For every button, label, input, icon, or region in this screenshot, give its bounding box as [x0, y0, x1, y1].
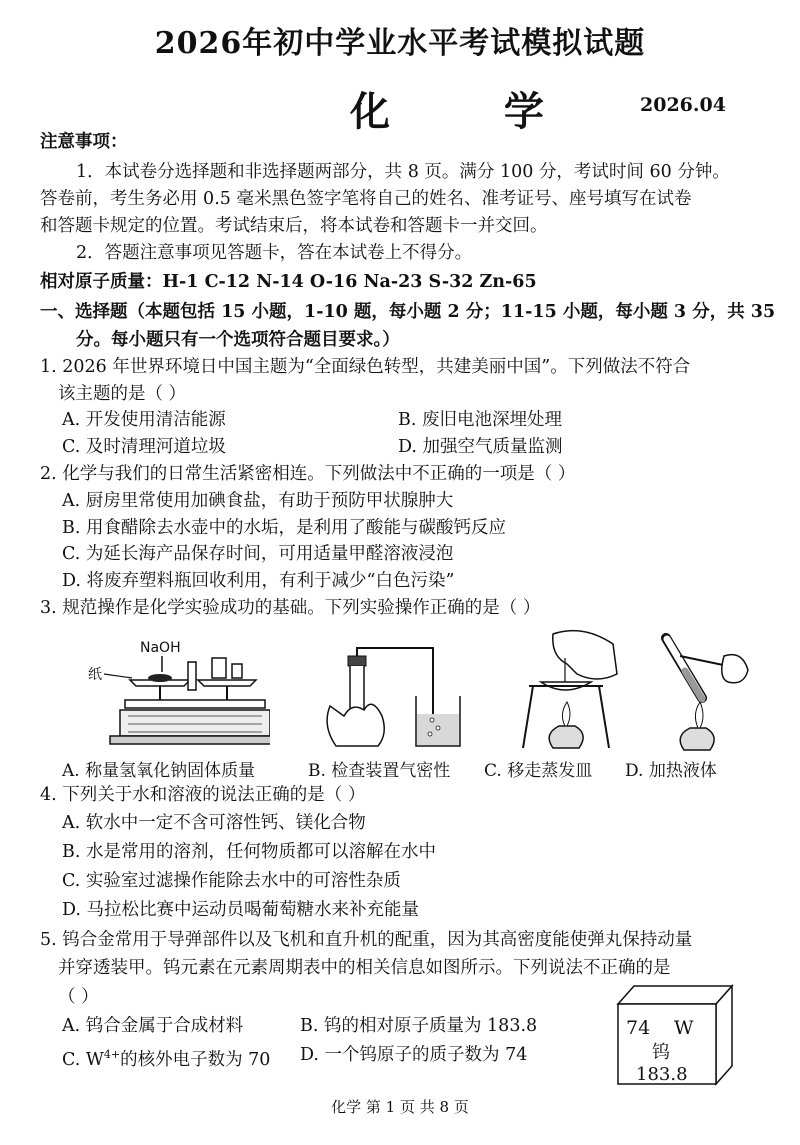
element-symbol: W [674, 1017, 694, 1039]
section-heading-2: 分。每小题只有一个选项符合题目要求。） [76, 330, 400, 350]
q4-option-a: A. 软水中一定不含可溶性钙、镁化合物 [62, 813, 366, 833]
q3-option-b: B. 检查装置气密性 [308, 761, 451, 781]
notice-line-1: 1．本试卷分选择题和非选择题两部分，共 8 页。满分 100 分，考试时间 60 分钟。 [76, 162, 730, 182]
q5-option-d: D. 一个钨原子的质子数为 74 [300, 1045, 528, 1065]
q3-option-a: A. 称量氢氧化钠固体质量 [62, 761, 256, 781]
weight-1 [212, 658, 226, 678]
q4-option-d: D. 马拉松比赛中运动员喝葡萄糖水来补充能量 [62, 900, 420, 920]
q3-option-d: D. 加热液体 [625, 761, 717, 781]
q1-option-b: B. 废旧电池深埋处理 [398, 410, 562, 430]
q3-stem: 3. 规范操作是化学实验成功的基础。下列实验操作正确的是（ ） [40, 598, 541, 618]
exam-title: 2026年初中学业水平考试模拟试题 [154, 26, 646, 61]
evaporating-dish-figure [505, 628, 625, 754]
q1-option-a: A. 开发使用清洁能源 [62, 410, 226, 430]
airtightness-figure [320, 636, 480, 752]
notice-line-3: 和答题卡规定的位置。考试结束后，将本试卷和答题卡一并交回。 [40, 216, 548, 236]
q5-option-c: C. $W^{4+}$的核外电子数为 70 [62, 1048, 271, 1070]
q1-stem-2: 该主题的是（ ） [58, 384, 187, 404]
q1-stem-1: 1. 2026 年世界环境日中国主题为“全面绿色转型，共建美丽中国”。下列做法不符合 [40, 357, 691, 377]
weight-2 [232, 664, 242, 678]
section-heading-1: 一、选择题（本题包括 15 小题，1-10 题，每小题 2 分；11-15 小题，每小题 3 分，共 35 [40, 302, 776, 322]
flame-d [695, 702, 703, 728]
hand-d [722, 655, 748, 683]
q1-option-d: D. 加强空气质量监测 [398, 437, 563, 457]
page-footer: 化学 第 1 页 共 8 页 [331, 1098, 469, 1116]
q5-stem-1: 5. 钨合金常用于导弹部件以及飞机和直升机的配重，因为其高密度能使弹丸保持动量 [40, 930, 693, 950]
q3-option-c: C. 移走蒸发皿 [484, 761, 593, 781]
flame-c [562, 702, 570, 726]
q2-option-b: B. 用食醋除去水壶中的水垢，是利用了酸能与碳酸钙反应 [62, 518, 506, 538]
right-pan [198, 680, 256, 686]
notice-heading: 注意事项： [40, 132, 128, 152]
q5-option-b: B. 钨的相对原子质量为 183.8 [300, 1016, 538, 1036]
alcohol-lamp-d [680, 728, 714, 750]
q4-stem: 4. 下列关于水和溶液的说法正确的是（ ） [40, 785, 366, 805]
subject-title: 化 学 [350, 88, 594, 135]
balance-figure [70, 632, 270, 750]
atomic-number: 74 [626, 1017, 651, 1039]
alcohol-lamp [549, 726, 583, 748]
q2-option-c: C. 为延长海产品保存时间，可用适量甲醛溶液浸泡 [62, 544, 454, 564]
exam-date: 2026.04 [640, 94, 726, 116]
balance-pointer-column [188, 662, 196, 690]
tungsten-element-card [610, 980, 740, 1090]
balance-beam [125, 700, 265, 708]
q2-option-d: D. 将废弃塑料瓶回收利用，有利于减少“白色污染” [62, 571, 455, 591]
paper-label: 纸 [88, 667, 102, 683]
stopper [348, 656, 366, 666]
q2-option-a: A. 厨房里常使用加碘食盐，有助于预防甲状腺肿大 [62, 491, 454, 511]
paper-pointer [104, 674, 132, 678]
element-name: 钨 [652, 1042, 670, 1063]
q2-stem: 2. 化学与我们的日常生活紧密相连。下列做法中不正确的一项是（ ） [40, 464, 576, 484]
atomic-mass: 183.8 [636, 1064, 688, 1085]
notice-line-2: 答卷前，考生务必用 0.5 毫米黑色签字笔将自己的姓名、准考证号、座号填写在试卷 [40, 189, 692, 209]
q5-stem-2: 并穿透装甲。钨元素在元素周期表中的相关信息如图所示。下列说法不正确的是 [58, 958, 671, 978]
hand [327, 704, 384, 746]
notice-line-4: 2．答题注意事项见答题卡，答在本试卷上不得分。 [76, 243, 473, 263]
naoh-pile [148, 674, 172, 682]
heating-liquid-figure [640, 626, 750, 754]
naoh-label: NaOH [140, 640, 181, 656]
q5-stem-3: （ ） [58, 987, 99, 1007]
q4-option-b: B. 水是常用的溶剂，任何物质都可以溶解在水中 [62, 842, 436, 862]
atomic-mass-line: 相对原子质量：H-1 C-12 N-14 O-16 Na-23 S-32 Zn-65 [40, 272, 537, 292]
q5-option-a: A. 钨合金属于合成材料 [62, 1016, 244, 1036]
q4-option-c: C. 实验室过滤操作能除去水中的可溶性杂质 [62, 871, 401, 891]
hand-c [553, 631, 617, 679]
q1-option-c: C. 及时清理河道垃圾 [62, 437, 226, 457]
